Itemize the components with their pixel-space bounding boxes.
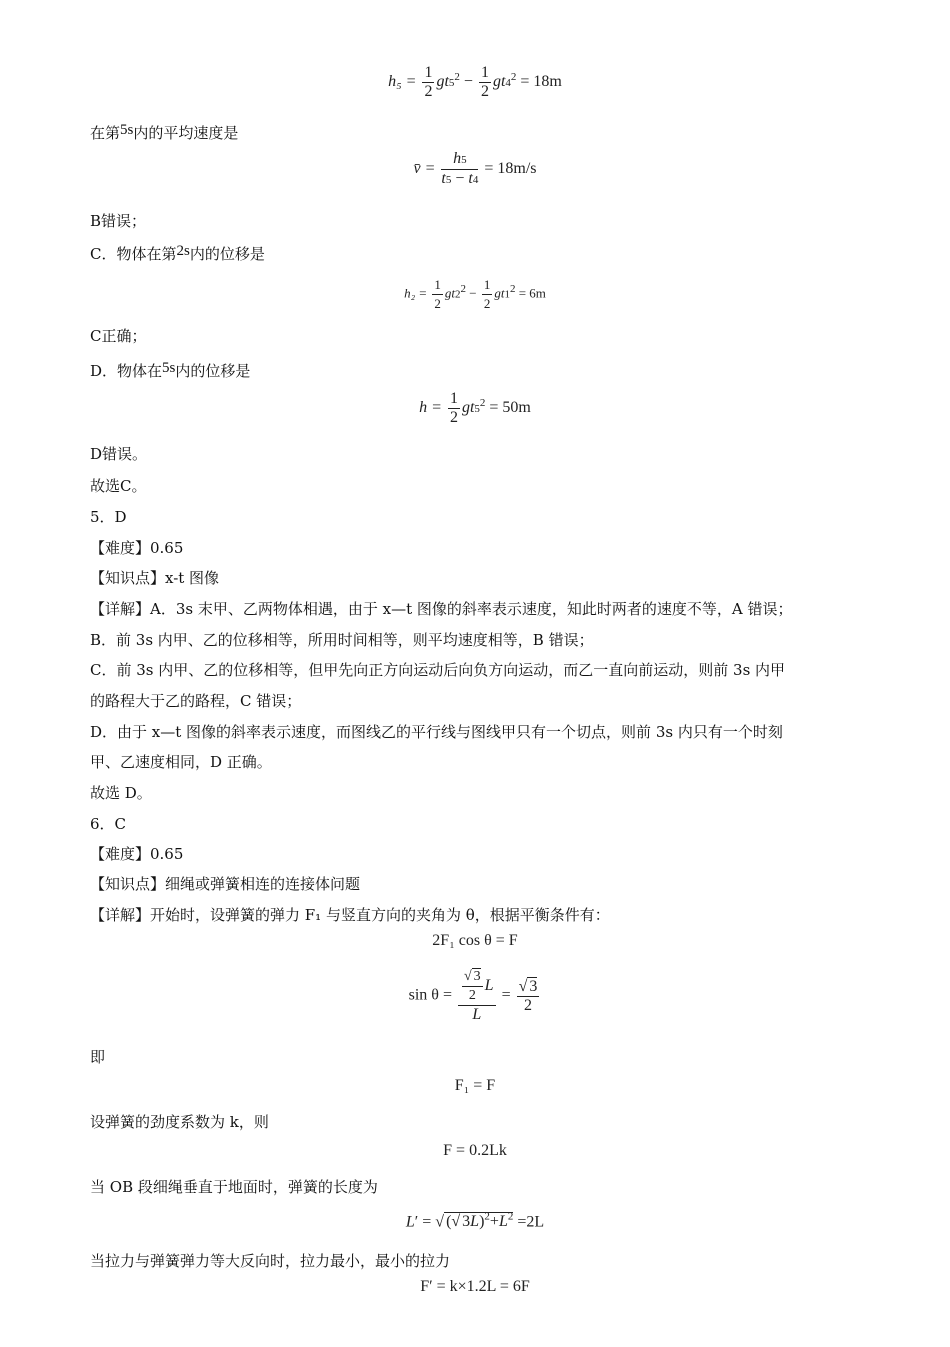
text-line: D错误。 — [90, 445, 148, 463]
difficulty-q6: 【难度】0.65 — [90, 845, 184, 863]
text-line: 【详解】开始时，设弹簧的弹力 F₁ 与竖直方向的夹角为 θ，根据平衡条件有： — [90, 906, 610, 924]
text-line: B．前 3s 内甲、乙的位移相等，所用时间相等，则平均速度相等，B 错误； — [90, 631, 594, 649]
text-line: 的路程大于乙的路程，C 错误； — [90, 692, 302, 710]
equation-balance: 2F₁ cos θ = F — [432, 932, 518, 949]
text-line: 设弹簧的劲度系数为 k，则 — [90, 1113, 269, 1131]
answer-q6: 6．C — [90, 815, 127, 833]
text-line: 当拉力与弹簧弹力等大反向时，拉力最小，最小的拉力 — [90, 1252, 451, 1270]
equation-spring-length: L′ = √ (√ $3L)^2+L^2 =2L$ — [405, 1211, 545, 1231]
text-line: B错误； — [90, 212, 147, 230]
knowledge-q6: 【知识点】细绳或弹簧相连的连接体问题 — [90, 875, 361, 893]
text-line: C．物体在第2s内的位移是 — [90, 243, 265, 263]
equation-f1-equals-f: F₁ = F — [454, 1077, 496, 1094]
equation-h2: h₂ = $\frac{1}{2}$ $gt2^2$ − $\frac{1}{2}$ $gt1^2 = 6m$ — [404, 277, 546, 311]
text-line: 【详解】A．3s 末甲、乙两物体相遇，由于 x—t 图像的斜率表示速度，知此时两者的速度不等，A 错误； — [90, 600, 793, 618]
text-line: 故选 D。 — [90, 784, 152, 802]
text-line: D．由于 x—t 图像的斜率表示速度，而图线乙的平行线与图线甲只有一个切点，则前 3s 内只有一个时刻 — [90, 723, 783, 741]
text-line: 即 — [90, 1048, 106, 1066]
equation-sin-theta: sin θ = $\frac{√ 3}{2}$ L L = $\frac{√ 3}{2}$ — [408, 969, 538, 1023]
answer-q5: 5．D — [90, 508, 127, 526]
text-line: D．物体在5s内的位移是 — [90, 360, 251, 380]
text-line: C．前 3s 内甲、乙的位移相等，但甲先向正方向运动后向负方向运动，而乙一直向前运动，则前 3s 内甲 — [90, 661, 786, 679]
equation-h: h = $\frac{1}{2}$ $gt5^2 = 50m$ — [419, 390, 531, 426]
difficulty-q5: 【难度】0.65 — [90, 539, 184, 557]
text-line: 在第5s内的平均速度是 — [90, 122, 239, 142]
equation-f-lk: F = 0.2Lk — [443, 1142, 507, 1159]
text-line: 甲、乙速度相同，D 正确。 — [90, 753, 272, 771]
knowledge-q5: 【知识点】x-t 图像 — [90, 569, 220, 587]
equation-average-velocity: v̄ = $\frac{h5}{t5 - t4}$ = 18m/s — [413, 150, 537, 187]
text-line: 故选C。 — [90, 477, 147, 495]
text-line: 当 OB 段细绳垂直于地面时，弹簧的长度为 — [90, 1178, 378, 1196]
equation-h5: h₅ = $\frac{1}{2}$ $gt5^2$ − $\frac{1}{2}$ $gt4^2 = 18m$ — [388, 64, 562, 100]
equation-min-force: F′ = k×1.2L = 6F — [420, 1278, 530, 1295]
text-line: C正确； — [90, 327, 147, 345]
